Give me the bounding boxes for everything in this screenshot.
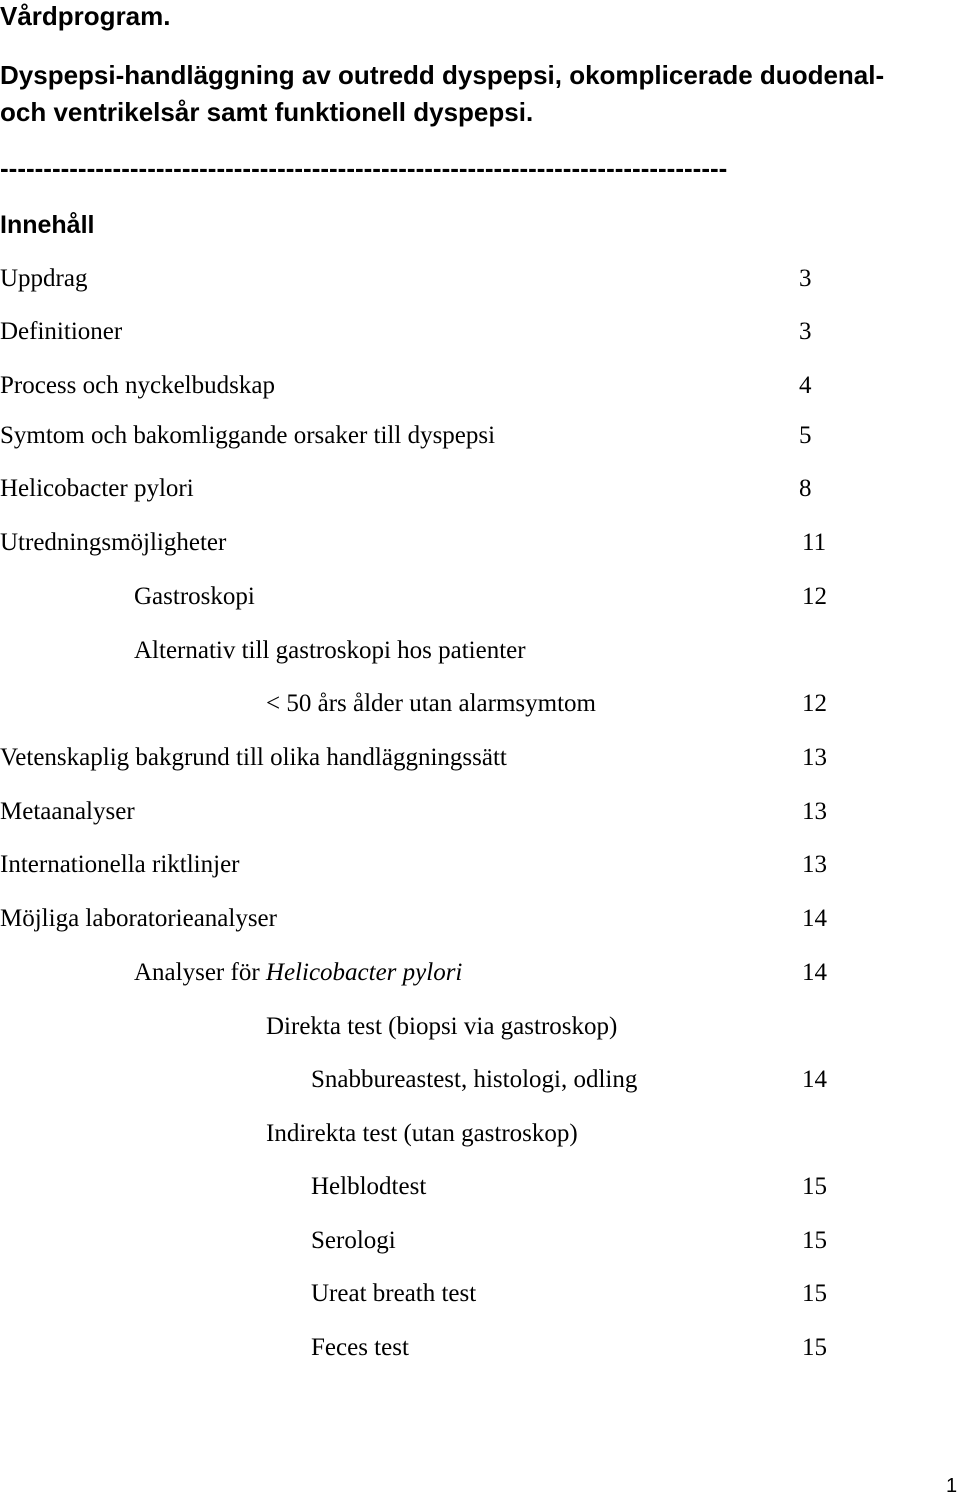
toc-entry-label: Möjliga laboratorieanalyser: [0, 905, 277, 932]
toc-entry-label: Alternativ till gastroskopi hos patienter: [134, 637, 526, 664]
toc-entry-label: Gastroskopi: [134, 583, 255, 610]
toc-entry-page: 4: [799, 372, 812, 399]
toc-entry-page: 15: [802, 1173, 827, 1200]
toc-entry-snabbureastest[interactable]: [0, 1062, 960, 1098]
toc-entry-urea-breath-test[interactable]: [0, 1276, 960, 1312]
toc-entry-page: 13: [802, 798, 827, 825]
toc-entry-label: Symtom och bakomliggande orsaker till dyspepsi: [0, 422, 496, 449]
toc-entry-label: Internationella riktlinjer: [0, 851, 240, 878]
toc-entry-alternativ[interactable]: [0, 633, 960, 669]
document-subtitle: Dyspepsi-handläggning av outredd dyspepsi, okomplicerade duodenal- och ventrikelsår samt funktionell dyspepsi.: [0, 60, 885, 127]
toc-entry-indirekta-test[interactable]: [0, 1116, 960, 1152]
toc-entry-label: Indirekta test (utan gastroskop): [266, 1120, 578, 1147]
toc-entry-label: [134, 955, 462, 991]
toc-entry-direkta-test[interactable]: [0, 1009, 960, 1045]
toc-entry-alarmsymtom[interactable]: [0, 686, 960, 722]
toc-entry-page: 15: [802, 1227, 827, 1254]
toc-entry-label: Snabbureastest, histologi, odling: [311, 1066, 638, 1093]
toc-entry-label: Feces test: [311, 1334, 409, 1361]
toc-entry-label: < 50 års ålder utan alarmsymtom: [266, 690, 596, 717]
toc-entry-label: Serologi: [311, 1227, 396, 1254]
toc-entry-vetenskaplig[interactable]: [0, 740, 960, 776]
toc-entry-gastroskopi[interactable]: [0, 579, 960, 615]
toc-entry-label: Definitioner: [0, 318, 123, 345]
toc-entry-label: Direkta test (biopsi via gastroskop): [266, 1013, 618, 1040]
toc-entry-definitioner[interactable]: [0, 314, 960, 350]
toc-entry-metaanalyser[interactable]: [0, 794, 960, 830]
toc-entry-helicobacter[interactable]: [0, 471, 960, 507]
toc-entry-page: 14: [802, 1066, 827, 1093]
toc-entry-symtom[interactable]: [0, 418, 960, 454]
toc-entry-page: 15: [802, 1334, 827, 1361]
separator-line: ------------------------------------------------------------------------------------: [0, 153, 728, 183]
toc-entry-label: Ureat breath test: [311, 1280, 477, 1307]
toc-entry-label-prefix: Analyser för: [134, 959, 266, 986]
toc-heading: Innehåll: [0, 211, 95, 239]
toc-entry-page: 3: [799, 318, 812, 345]
toc-entry-riktlinjer[interactable]: [0, 847, 960, 883]
toc-entry-page: 8: [799, 475, 812, 502]
page-number: 1: [946, 1475, 958, 1497]
toc-entry-label: Uppdrag: [0, 265, 88, 292]
toc-entry-page: 14: [802, 959, 827, 986]
toc-entry-page: 13: [802, 744, 827, 771]
toc-entry-page: 15: [802, 1280, 827, 1307]
toc-entry-page: 13: [802, 851, 827, 878]
toc-entry-serologi[interactable]: [0, 1223, 960, 1259]
toc-entry-uppdrag[interactable]: [0, 261, 960, 297]
toc-entry-page: 5: [799, 422, 812, 449]
toc-entry-analyser-hp[interactable]: [0, 955, 960, 991]
toc-entry-label: Utredningsmöjligheter: [0, 529, 227, 556]
toc-entry-utredning[interactable]: [0, 525, 960, 561]
toc-entry-page: 12: [802, 690, 827, 717]
toc-entry-laboratorieanalyser[interactable]: [0, 901, 960, 937]
toc-entry-label-italic: Helicobacter pylori: [265, 959, 463, 986]
toc-entry-feces-test[interactable]: [0, 1330, 960, 1366]
toc-entry-label: Metaanalyser: [0, 798, 135, 825]
toc-entry-label: Helblodtest: [311, 1173, 427, 1200]
toc-entry-page: 3: [799, 265, 812, 292]
toc-entry-process[interactable]: [0, 368, 960, 404]
toc-entry-label: Vetenskaplig bakgrund till olika handläggningssätt: [0, 744, 507, 771]
toc-entry-page: 12: [802, 583, 827, 610]
document-title: Vårdprogram.: [0, 1, 171, 31]
toc-entry-page: 11: [802, 529, 827, 556]
toc-entry-helblodtest[interactable]: [0, 1169, 960, 1205]
toc-entry-page: 14: [802, 905, 827, 932]
toc-entry-label: Process och nyckelbudskap: [0, 372, 275, 399]
toc-entry-label: Helicobacter pylori: [0, 475, 194, 502]
